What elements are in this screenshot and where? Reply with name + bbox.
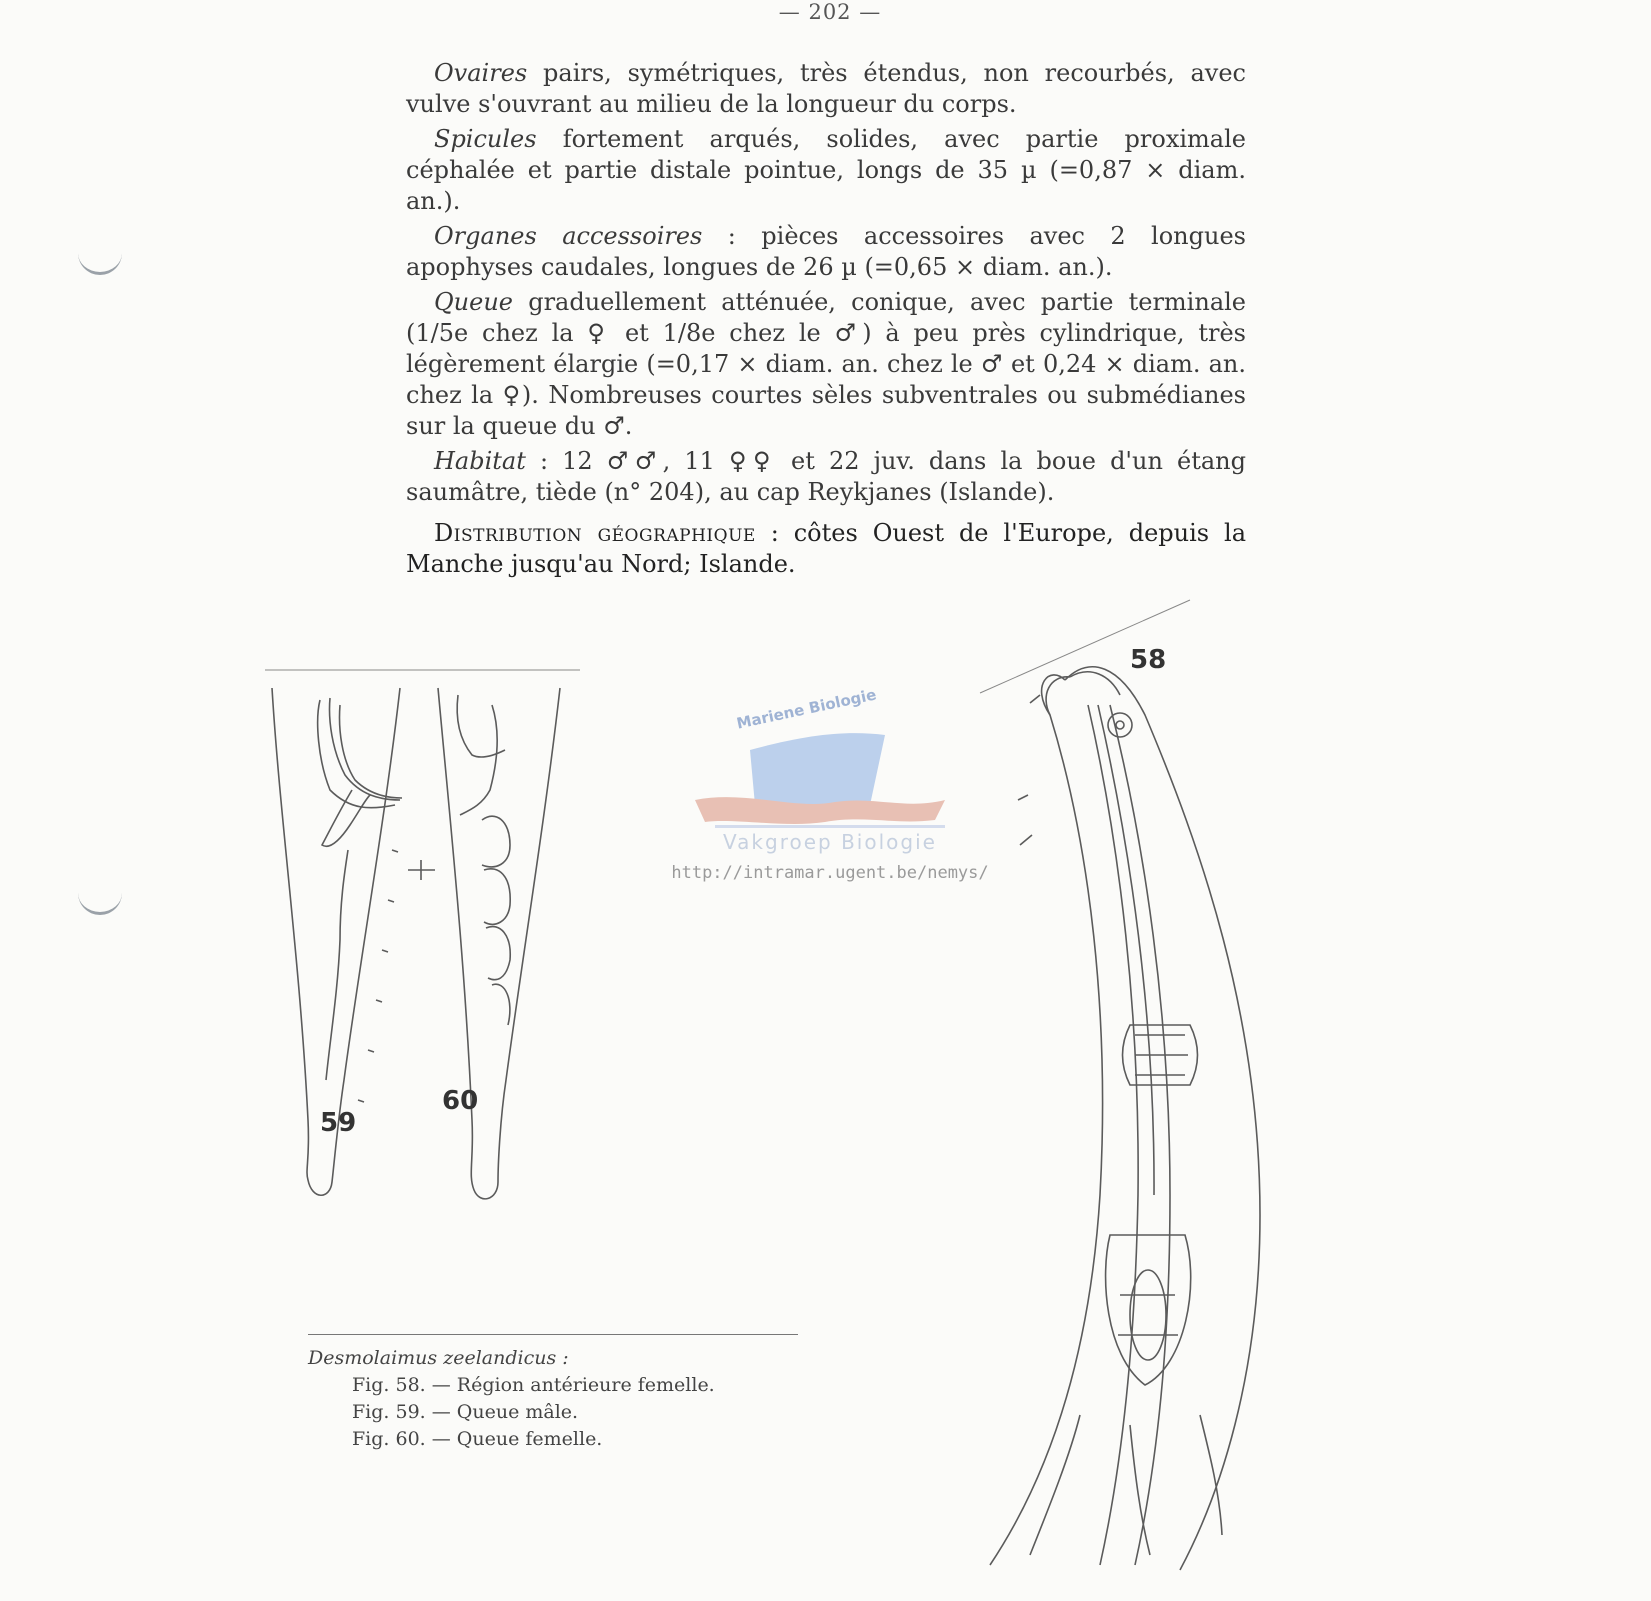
watermark-title: Mariene Biologie [735,685,878,733]
caption-species: Desmolaimus zeelandicus : [308,1347,569,1369]
paragraph-ovaires [406,58,1246,120]
paragraph-distribution [406,518,1246,580]
paragraph-organes [406,221,1246,283]
figure-59-60 [260,660,580,1240]
figure-label-58: 58 [1130,645,1167,675]
paragraph-lead: Distribution géographique [434,519,756,547]
paragraph-lead: Spicules [434,125,537,153]
watermark-url: http://intramar.ugent.be/nemys/ [671,863,989,883]
page-number: — 202 — [778,0,882,24]
paragraph-text: : 12 ♂♂, 11 ♀♀ et 22 juv. dans la boue d'un étang saumâtre, tiède (n° 204), au cap Reykjanes (Islande). [406,447,1246,506]
paragraph-lead: Habitat [434,447,526,475]
tail-illustrations [260,660,580,1240]
caption-line: Fig. 59. — Queue mâle. [352,1401,579,1423]
anterior-region-illustration [970,595,1300,1585]
paragraph-text: graduellement atténuée, conique, avec partie terminale (1/5e chez la ♀ et 1/8e chez le ♂) à peu près cylindrique, très légèrement élargie (=0,17 × diam. an. chez le ♂ et 0,24 × diam. an. chez la ♀). Nombreuses courtes sèles subventrales ou submédianes sur la queue du ♂. [406,288,1246,440]
caption-line: Fig. 60. — Queue femelle. [352,1428,603,1450]
binder-hole [78,250,122,275]
paragraph-text: fortement arqués, solides, avec partie proximale céphalée et partie distale pointue, longs de 35 µ (=0,87 × diam. an.). [406,125,1246,215]
figure-label-60: 60 [442,1086,479,1116]
binder-hole [78,890,122,915]
paragraph-spicules [406,124,1246,217]
watermark [655,685,1005,895]
body-text [406,58,1246,584]
watermark-logo-icon [655,730,1005,840]
paragraph-queue [406,287,1246,442]
paragraph-lead: Organes accessoires [434,222,703,250]
caption-line: Fig. 58. — Région antérieure femelle. [352,1374,715,1396]
paragraph-text: : pièces accessoires avec 2 longues apophyses caudales, longues de 26 µ (=0,65 × diam. an.). [406,222,1246,281]
paragraph-lead: Queue [434,288,513,316]
watermark-subtitle: Vakgroep Biologie [715,825,945,854]
figure-58 [970,595,1300,1585]
figure-label-59: 59 [320,1108,357,1138]
paragraph-text: : côtes Ouest de l'Europe, depuis la Manche jusqu'au Nord; Islande. [406,519,1246,578]
paragraph-lead: Ovaires [434,59,528,87]
paragraph-text: pairs, symétriques, très étendus, non recourbés, avec vulve s'ouvrant au milieu de la longueur du corps. [406,59,1246,118]
figure-caption [308,1334,798,1453]
paragraph-habitat [406,446,1246,508]
